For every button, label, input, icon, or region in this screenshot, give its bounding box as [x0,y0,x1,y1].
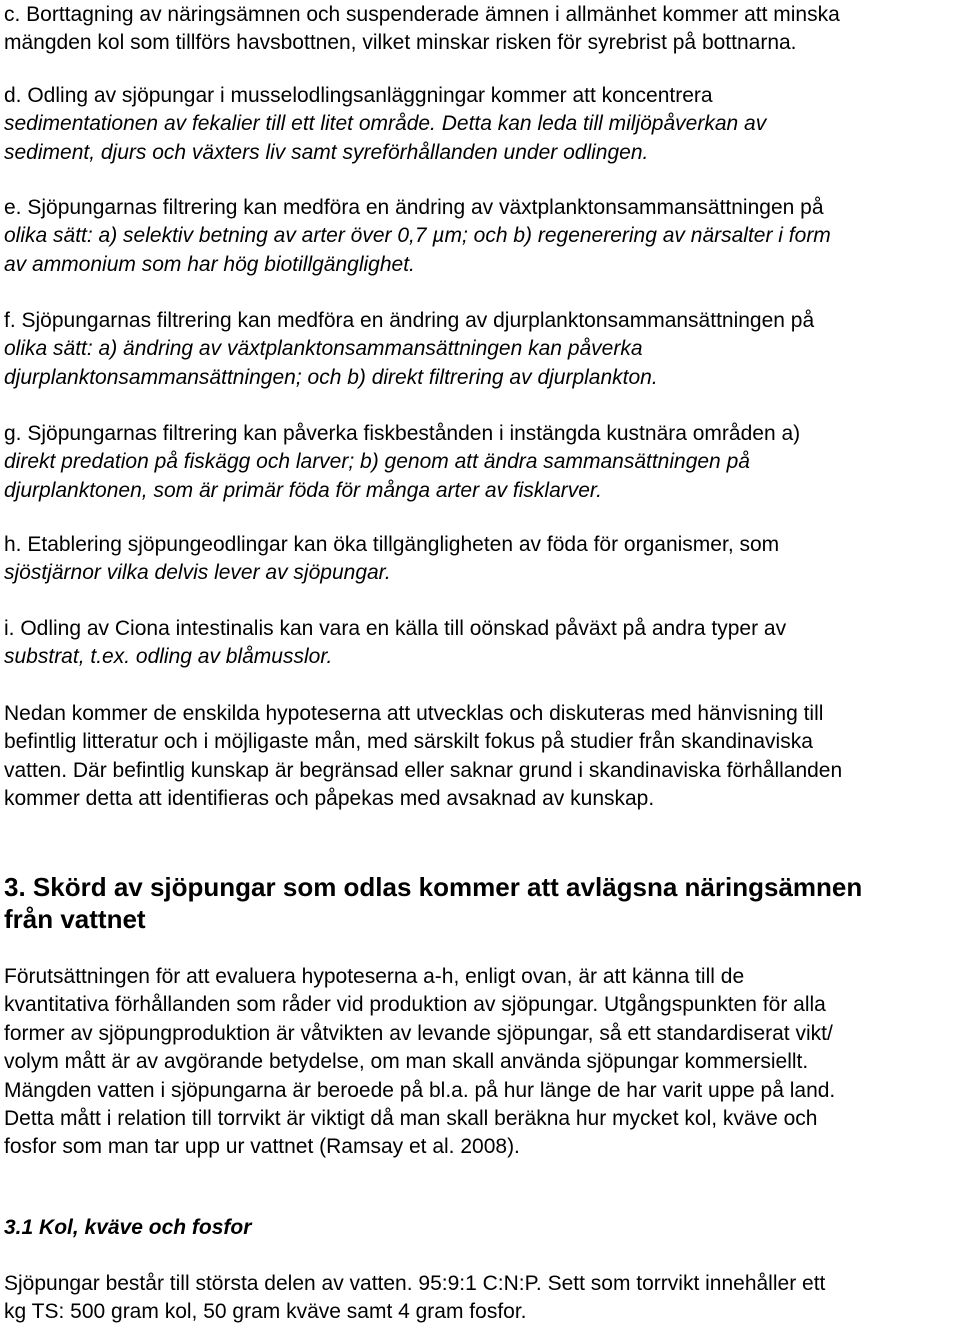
text-line: d. Odling av sjöpungar i musselodlingsanläggningar kommer att koncentrera [4,84,713,107]
text-line: befintlig litteratur och i möjligaste mån, med särskilt fokus på studier från skandinaviska [4,730,813,754]
list-item-d [4,82,956,167]
text-line: mängden kol som tillförs havsbottnen, vilket minskar risken för syrebrist på bottnarna. [4,31,797,55]
text-line: direkt predation på fiskägg och larver; b) genom att ändra sammansättningen på [4,450,750,474]
list-item-e [4,194,956,279]
text-line: av ammonium som har hög biotillgänglighet. [4,252,415,276]
intro-paragraph [4,700,956,814]
text-line: c. Borttagning av näringsämnen och suspenderade ämnen i allmänhet kommer att minska [4,3,840,26]
text-line: former av sjöpungproduktion är våtvikten av levande sjöpungar, så ett standardiserat vikt/ [4,1021,833,1045]
text-line: i. Odling av Ciona intestinalis kan vara en källa till oönskad påväxt på andra typer av [4,617,787,640]
section-3-1-heading: 3.1 Kol, kväve och fosfor [4,1216,252,1239]
text-line: olika sätt: a) selektiv betning av arter över 0,7 µm; och b) regenerering av närsalter i form [4,224,831,248]
text-line: fosfor som man tar upp ur vattnet (Ramsay et al. 2008). [4,1135,520,1159]
heading-line: 3. Skörd av sjöpungar som odlas kommer att avlägsna näringsämnen [4,872,863,902]
text-line: Nedan kommer de enskilda hypoteserna att utvecklas och diskuteras med hänvisning till [4,702,824,725]
text-line: f. Sjöpungarnas filtrering kan medföra en ändring av djurplanktonsammansättningen på [4,309,815,332]
text-line: sedimentationen av fekalier till ett litet område. Detta kan leda till miljöpåverkan av [4,112,767,136]
text-line: Förutsättningen för att evaluera hypoteserna a-h, enligt ovan, är att känna till de [4,965,745,988]
list-item-f [4,307,956,392]
list-item-g [4,420,956,505]
text-line: sediment, djurs och växters liv samt syreförhållanden under odlingen. [4,140,649,164]
text-line: sjöstjärnor vilka delvis lever av sjöpungar. [4,561,391,585]
text-line: g. Sjöpungarnas filtrering kan påverka fiskbestånden i instängda kustnära områden a) [4,422,801,445]
text-line: djurplanktonen, som är primär föda för många arter av fisklarver. [4,478,602,502]
section-3-heading [4,871,862,935]
section-3-paragraph [4,963,956,1162]
text-line: h. Etablering sjöpungeodlingar kan öka tillgängligheten av föda för organismer, som [4,533,780,556]
text-line: kvantitativa förhållanden som råder vid produktion av sjöpungar. Utgångspunkten för alla [4,993,826,1017]
text-line: kommer detta att identifieras och påpekas med avsaknad av kunskap. [4,787,655,811]
text-line: Mängden vatten i sjöpungarna är beroede på bl.a. på hur länge de har varit uppe på land. [4,1078,836,1102]
text-line: volym mått är av avgörande betydelse, om man skall använda sjöpungar kommersiellt. [4,1050,809,1074]
section-3-1-paragraph [4,1270,956,1327]
heading-line: från vattnet [4,904,146,934]
list-item-i [4,615,956,672]
text-line: substrat, t.ex. odling av blåmusslor. [4,645,333,669]
list-item-c [4,1,956,58]
text-line: kg TS: 500 gram kol, 50 gram kväve samt 4 gram fosfor. [4,1300,527,1324]
text-line: e. Sjöpungarnas filtrering kan medföra en ändring av växtplanktonsammansättningen på [4,196,824,219]
text-line: Sjöpungar består till största delen av vatten. 95:9:1 C:N:P. Sett som torrvikt innehåller ett [4,1272,826,1295]
text-line: olika sätt: a) ändring av växtplanktonsammansättningen kan påverka [4,337,643,361]
text-line: vatten. Där befintlig kunskap är begränsad eller saknar grund i skandinaviska förhållanden [4,758,843,782]
list-item-h [4,531,956,588]
text-line: Detta mått i relation till torrvikt är viktigt då man skall beräkna hur mycket kol, kväve och [4,1107,818,1131]
text-line: djurplanktonsammansättningen; och b) direkt filtrering av djurplankton. [4,365,658,389]
